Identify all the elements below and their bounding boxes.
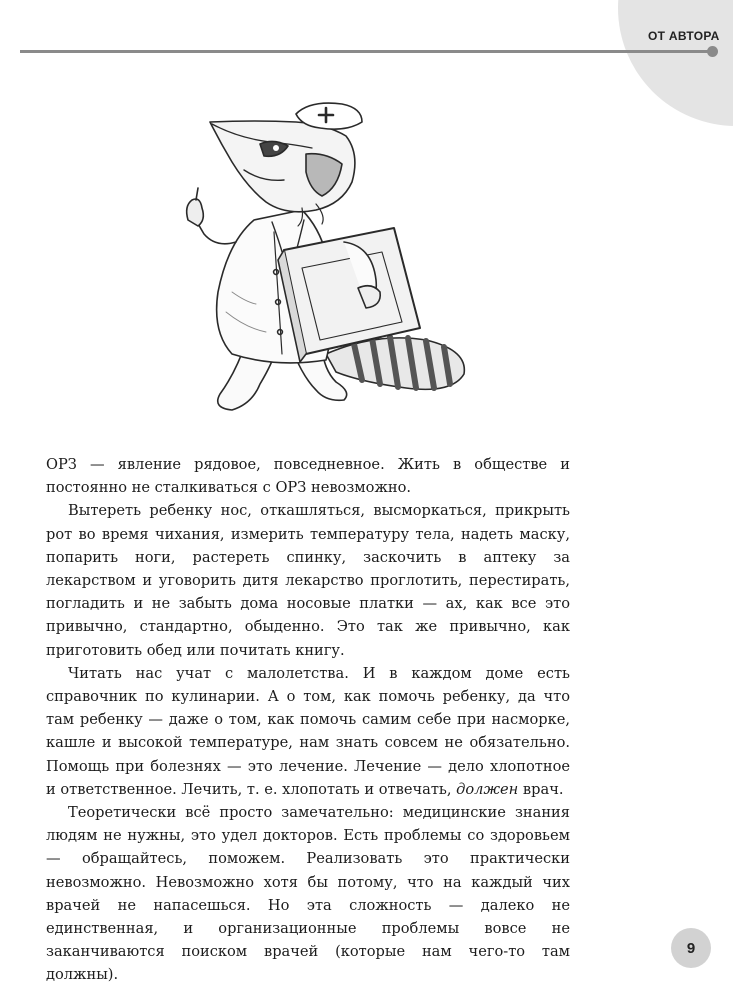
paragraph-text: Читать нас учат с малолетства. И в каждом доме есть справочник по кулинарии. А о том, как помочь ребенку, да что там ребенку — даже о том, как помочь самим себе при насморке, кашле и высокой температуре, нам знать совсем не обязательно. Помощь при болезнях — это лечение. Лечение — дело хлопотное и ответственное. Лечить, т. е. хлопотать и отвечать,	[46, 664, 570, 798]
paragraph: Вытереть ребенку нос, откашляться, высморкаться, прикрыть рот во время чихания, измерить температуру тела, надеть маску, попарить ноги, растереть спинку, заскочить в аптеку за лекарством и уговорить дитя лекарство проглотить, перестирать, погладить и не забыть дома носовые платки — ах, как все это привычно, стандартно, обыденно. Это так же привычно, как приготовить обед или почитать книгу.	[46, 502, 570, 659]
paragraph: ОРЗ — явление рядовое, повседневное. Жить в обществе и постоянно не сталкиваться с ОРЗ невозможно.	[46, 456, 570, 497]
corner-decoration	[618, 0, 733, 126]
header-rule-dot	[707, 46, 718, 57]
section-label: ОТ АВТОРА	[648, 29, 720, 43]
raccoon-head	[210, 121, 355, 226]
paragraph	[46, 662, 570, 801]
emphasis-text: должен	[456, 780, 519, 798]
article-body	[46, 453, 570, 987]
header-rule	[20, 50, 713, 53]
paragraph-text: врач.	[518, 780, 564, 798]
page-number: 9	[671, 928, 711, 968]
raccoon-doctor-illustration	[176, 92, 476, 422]
paragraph: Теоретически всё просто замечательно: медицинские знания людям не нужны, это удел докторов. Есть проблемы со здоровьем — обращайтесь, поможем. Реализовать это практически невозможно. Невозможно хотя бы потому, что на каждый чих врачей не напасешься. Но эта сложность — далеко не единственная, и организационные проблемы вовсе не заканчиваются поиском врачей (которые нам чего-то там должны).	[46, 804, 570, 984]
